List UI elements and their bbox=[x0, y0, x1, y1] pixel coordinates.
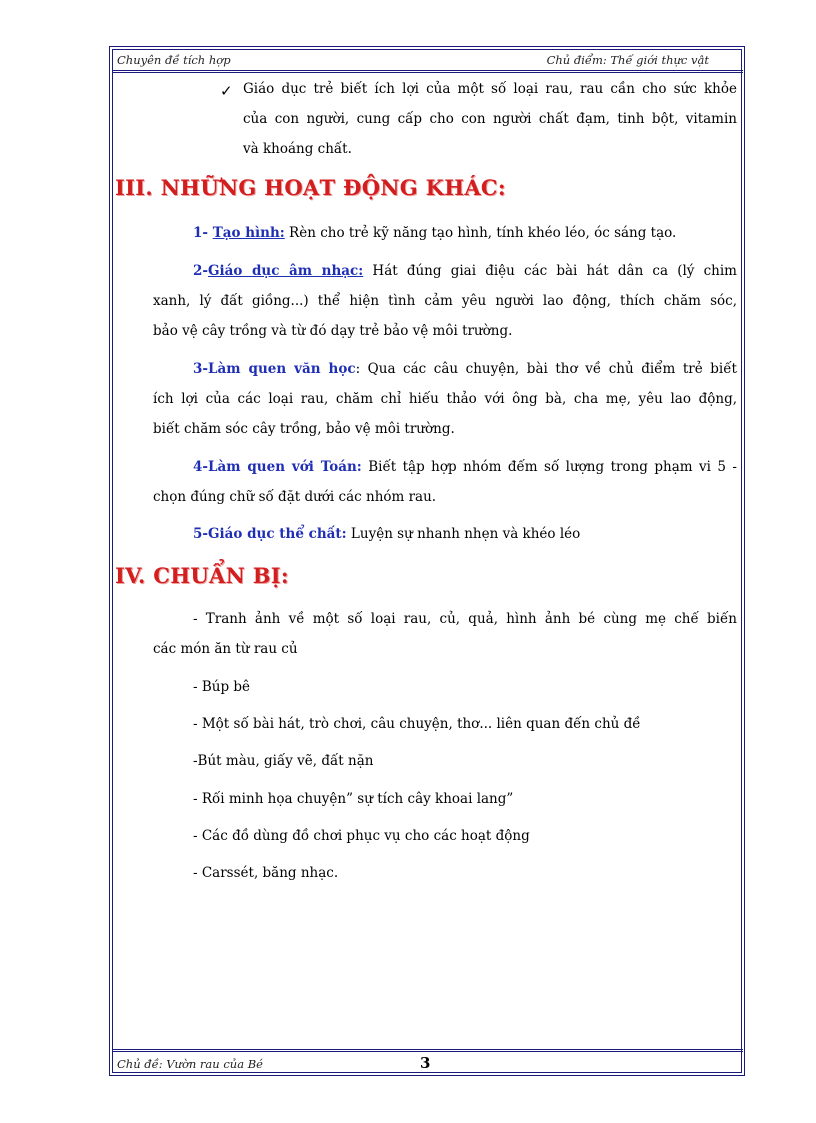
prep-item-3: -Bút màu, giấy vẽ, đất nặn bbox=[193, 753, 374, 769]
item-3-line-3: biết chăm sóc cây trồng, bảo vệ môi trường. bbox=[153, 421, 455, 437]
item-5-text: Luyện sự nhanh nhẹn và khéo léo bbox=[346, 526, 581, 542]
header-left-text: Chuyên đề tích hợp bbox=[117, 53, 231, 67]
header-right-text: Chủ điểm: Thế giới thực vật bbox=[546, 53, 709, 67]
prep-line-2: các món ăn từ rau củ bbox=[153, 641, 298, 657]
page-number: 3 bbox=[420, 1054, 431, 1072]
item-3-text-1: : Qua các câu chuyện, bài thơ về chủ điểm trẻ biết bbox=[355, 361, 737, 377]
item-2-number: 2- bbox=[193, 263, 208, 279]
prep-item-1: - Búp bê bbox=[193, 679, 251, 695]
item-3-line-1 bbox=[193, 354, 737, 384]
item-2-line-3: bảo vệ cây trồng và từ đó dạy trẻ bảo vệ môi trường. bbox=[153, 323, 513, 339]
intro-line-2: của con người, cung cấp cho con người chất đạm, tinh bột, vitamin bbox=[243, 111, 737, 127]
item-5 bbox=[193, 519, 580, 549]
page-border bbox=[109, 46, 745, 1076]
header-rule bbox=[113, 70, 743, 73]
prep-item-2: - Một số bài hát, trò chơi, câu chuyện, thơ... liên quan đến chủ đề bbox=[193, 716, 641, 732]
item-1 bbox=[193, 218, 676, 248]
item-4-line-1 bbox=[193, 452, 737, 482]
item-2-text-1: Hát đúng giai điệu các bài hát dân ca (lý chim bbox=[363, 263, 737, 279]
item-2-label: Giáo dục âm nhạc: bbox=[208, 263, 364, 279]
item-1-number: 1- bbox=[193, 225, 213, 241]
item-3-line-2: ích lợi của các loại rau, chăm chỉ hiếu thảo với ông bà, cha mẹ, yêu lao động, bbox=[153, 391, 737, 407]
prep-item-6: - Carssét, băng nhạc. bbox=[193, 865, 339, 881]
item-4-text-1: Biết tập hợp nhóm đếm số lượng trong phạm vi 5 - bbox=[361, 459, 737, 475]
item-3-label: 3-Làm quen văn học bbox=[193, 361, 356, 377]
footer-left-text: Chủ đề: Vườn rau của Bé bbox=[117, 1057, 263, 1071]
prep-item-4: - Rối minh họa chuyện” sự tích cây khoai lang” bbox=[193, 791, 514, 807]
page-header bbox=[117, 50, 737, 70]
item-4-label: 4-Làm quen với Toán: bbox=[193, 459, 362, 475]
footer-rule bbox=[113, 1049, 743, 1052]
item-5-label: 5-Giáo dục thể chất: bbox=[193, 526, 347, 542]
intro-line-3: và khoáng chất. bbox=[243, 141, 352, 157]
item-2-line-2: xanh, lý đất giồng...) thể hiện tình cảm yêu người lao động, thích chăm sóc, bbox=[153, 293, 737, 309]
prep-line-1: - Tranh ảnh về một số loại rau, củ, quả, hình ảnh bé cùng mẹ chế biến bbox=[193, 611, 737, 627]
checkmark-icon: ✓ bbox=[220, 82, 233, 100]
item-1-text: Rèn cho trẻ kỹ năng tạo hình, tính khéo léo, óc sáng tạo. bbox=[284, 225, 677, 241]
section-4-heading: IV. CHUẨN BỊ: bbox=[115, 563, 289, 588]
item-1-label: Tạo hình: bbox=[212, 225, 285, 241]
intro-line-1: Giáo dục trẻ biết ích lợi của một số loại rau, rau cần cho sức khỏe bbox=[243, 81, 737, 97]
prep-item-5: - Các đồ dùng đồ chơi phục vụ cho các hoạt động bbox=[193, 828, 530, 844]
item-4-line-2: chọn đúng chữ số đặt dưới các nhóm rau. bbox=[153, 489, 437, 505]
item-2-line-1 bbox=[193, 256, 737, 286]
section-3-heading: III. NHỮNG HOẠT ĐỘNG KHÁC: bbox=[115, 175, 506, 200]
